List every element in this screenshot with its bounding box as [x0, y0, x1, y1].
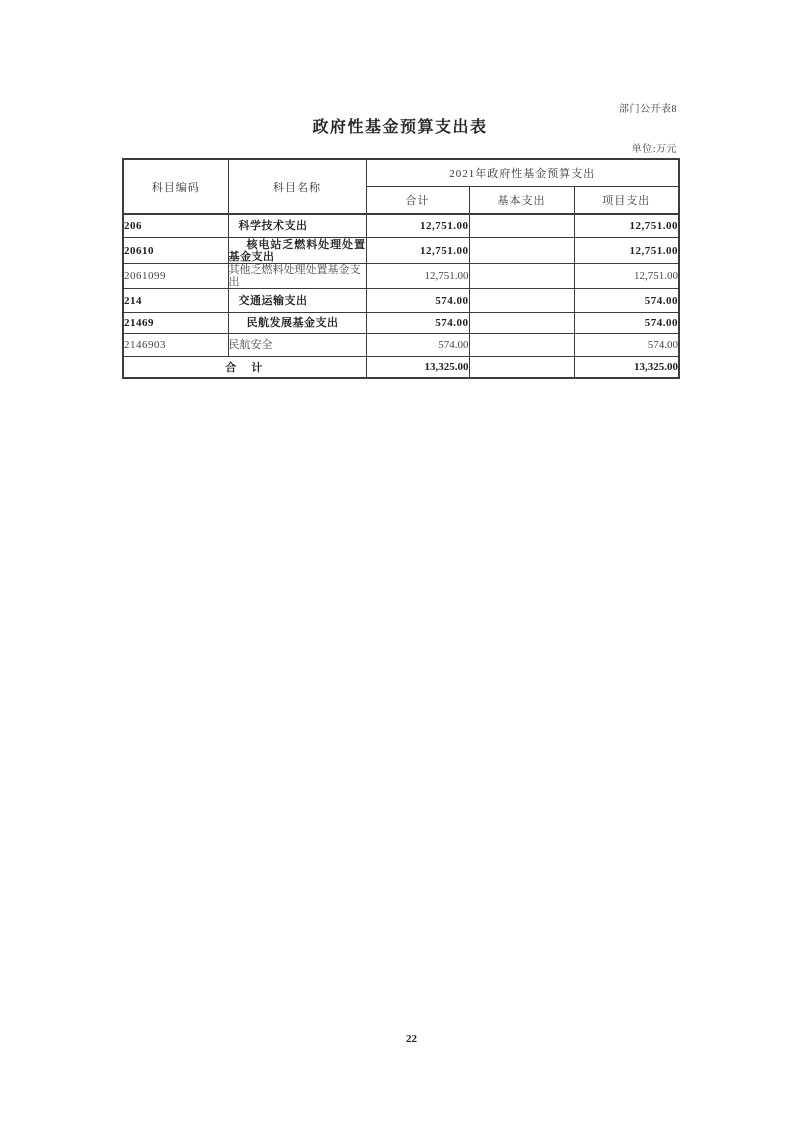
subject-code: 20610 — [123, 238, 228, 264]
header-subject-code: 科目编码 — [123, 159, 228, 214]
header-project-expenditure: 项目支出 — [574, 187, 679, 215]
grand-basic-value — [469, 357, 574, 379]
subject-name: 科学技术支出 — [228, 214, 366, 238]
project-value: 574.00 — [574, 289, 679, 313]
basic-value — [469, 334, 574, 357]
total-value: 12,751.00 — [366, 214, 469, 238]
basic-value — [469, 214, 574, 238]
total-value: 12,751.00 — [366, 264, 469, 289]
page-title: 政府性基金预算支出表 — [312, 119, 488, 136]
unit-note: 单位:万元 — [631, 144, 677, 155]
subject-name: 其他乏燃料处理处置基金支出 — [228, 264, 366, 289]
project-value: 12,751.00 — [574, 238, 679, 264]
total-value: 12,751.00 — [366, 238, 469, 264]
subject-name: 民航发展基金支出 — [228, 313, 366, 334]
project-value: 574.00 — [574, 334, 679, 357]
header-subject-name: 科目名称 — [228, 159, 366, 214]
grand-total-value: 13,325.00 — [366, 357, 469, 379]
project-value: 574.00 — [574, 313, 679, 334]
header-total: 合计 — [366, 187, 469, 215]
project-value: 12,751.00 — [574, 214, 679, 238]
table-row — [123, 264, 679, 289]
subject-code: 2146903 — [123, 334, 228, 357]
total-value: 574.00 — [366, 313, 469, 334]
basic-value — [469, 313, 574, 334]
subject-name: 交通运输支出 — [228, 289, 366, 313]
subject-name: 民航安全 — [228, 334, 366, 357]
subject-code: 2061099 — [123, 264, 228, 289]
table-row — [123, 238, 679, 264]
table-body — [123, 214, 679, 378]
header-basic-expenditure: 基本支出 — [469, 187, 574, 215]
total-value: 574.00 — [366, 289, 469, 313]
table-row — [123, 334, 679, 357]
budget-expenditure-table — [122, 158, 680, 379]
subject-code: 214 — [123, 289, 228, 313]
total-value: 574.00 — [366, 334, 469, 357]
table-row — [123, 289, 679, 313]
subject-code: 21469 — [123, 313, 228, 334]
basic-value — [469, 264, 574, 289]
header-group-row — [123, 159, 679, 187]
header-budget-group: 2021年政府性基金预算支出 — [366, 159, 679, 187]
table-row — [123, 313, 679, 334]
total-row-label: 合 计 — [123, 357, 366, 379]
project-value: 12,751.00 — [574, 264, 679, 289]
basic-value — [469, 289, 574, 313]
table-total-row — [123, 357, 679, 379]
page-number: 22 — [406, 1033, 417, 1045]
subject-name: 核电站乏燃料处理处置基金支出 — [228, 238, 366, 263]
table-row — [123, 214, 679, 238]
subject-code: 206 — [123, 214, 228, 238]
table-header — [123, 159, 679, 214]
grand-project-value: 13,325.00 — [574, 357, 679, 379]
doc-label: 部门公开表8 — [619, 104, 677, 115]
basic-value — [469, 238, 574, 264]
